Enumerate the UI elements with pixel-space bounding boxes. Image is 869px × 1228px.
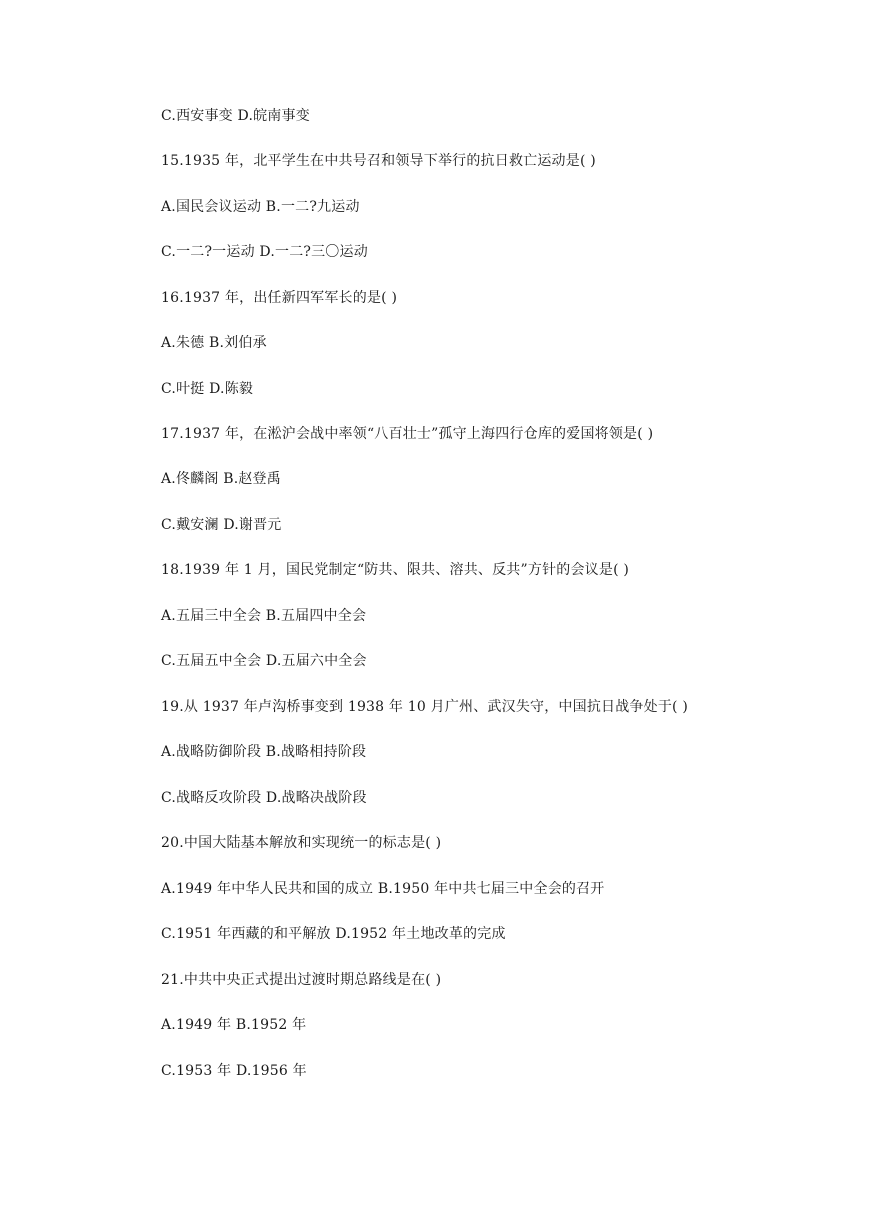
option-line-15cd: C.一二?一运动 D.一二?三〇运动	[161, 244, 368, 260]
question-20: 20.中国大陆基本解放和实现统一的标志是( )	[161, 835, 442, 851]
option-line-17cd: C.戴安澜 D.谢晋元	[161, 517, 282, 533]
option-line-18cd: C.五届五中全会 D.五届六中全会	[161, 653, 367, 669]
option-line-19ab: A.战略防御阶段 B.战略相持阶段	[161, 744, 367, 760]
question-21: 21.中共中央正式提出过渡时期总路线是在( )	[161, 972, 442, 988]
option-line-20ab: A.1949 年中华人民共和国的成立 B.1950 年中共七届三中全会的召开	[161, 881, 605, 897]
option-line-17ab: A.佟麟阁 B.赵登禹	[161, 471, 281, 487]
option-line-18ab: A.五届三中全会 B.五届四中全会	[161, 608, 367, 624]
option-line-21ab: A.1949 年 B.1952 年	[161, 1017, 307, 1033]
option-line-19cd: C.战略反攻阶段 D.战略决战阶段	[161, 790, 367, 806]
question-19: 19.从 1937 年卢沟桥事变到 1938 年 10 月广州、武汉失守，中国抗日战争处于( )	[161, 699, 689, 715]
option-line-15ab: A.国民会议运动 B.一二?九运动	[161, 199, 360, 215]
option-line-16cd: C.叶挺 D.陈毅	[161, 381, 254, 397]
question-16: 16.1937 年，出任新四军军长的是( )	[161, 290, 398, 306]
option-line-21cd: C.1953 年 D.1956 年	[161, 1063, 307, 1079]
option-line-16ab: A.朱德 B.刘伯承	[161, 335, 267, 351]
question-17: 17.1937 年，在淞沪会战中率领“八百壮士”孤守上海四行仓库的爱国将领是( )	[161, 426, 654, 442]
option-line-20cd: C.1951 年西藏的和平解放 D.1952 年土地改革的完成	[161, 926, 506, 942]
question-15: 15.1935 年，北平学生在中共号召和领导下举行的抗日救亡运动是( )	[161, 153, 596, 169]
option-line-14cd: C.西安事变 D.皖南事变	[161, 108, 310, 124]
question-18: 18.1939 年 1 月，国民党制定“防共、限共、溶共、反共”方针的会议是( )	[161, 562, 630, 578]
